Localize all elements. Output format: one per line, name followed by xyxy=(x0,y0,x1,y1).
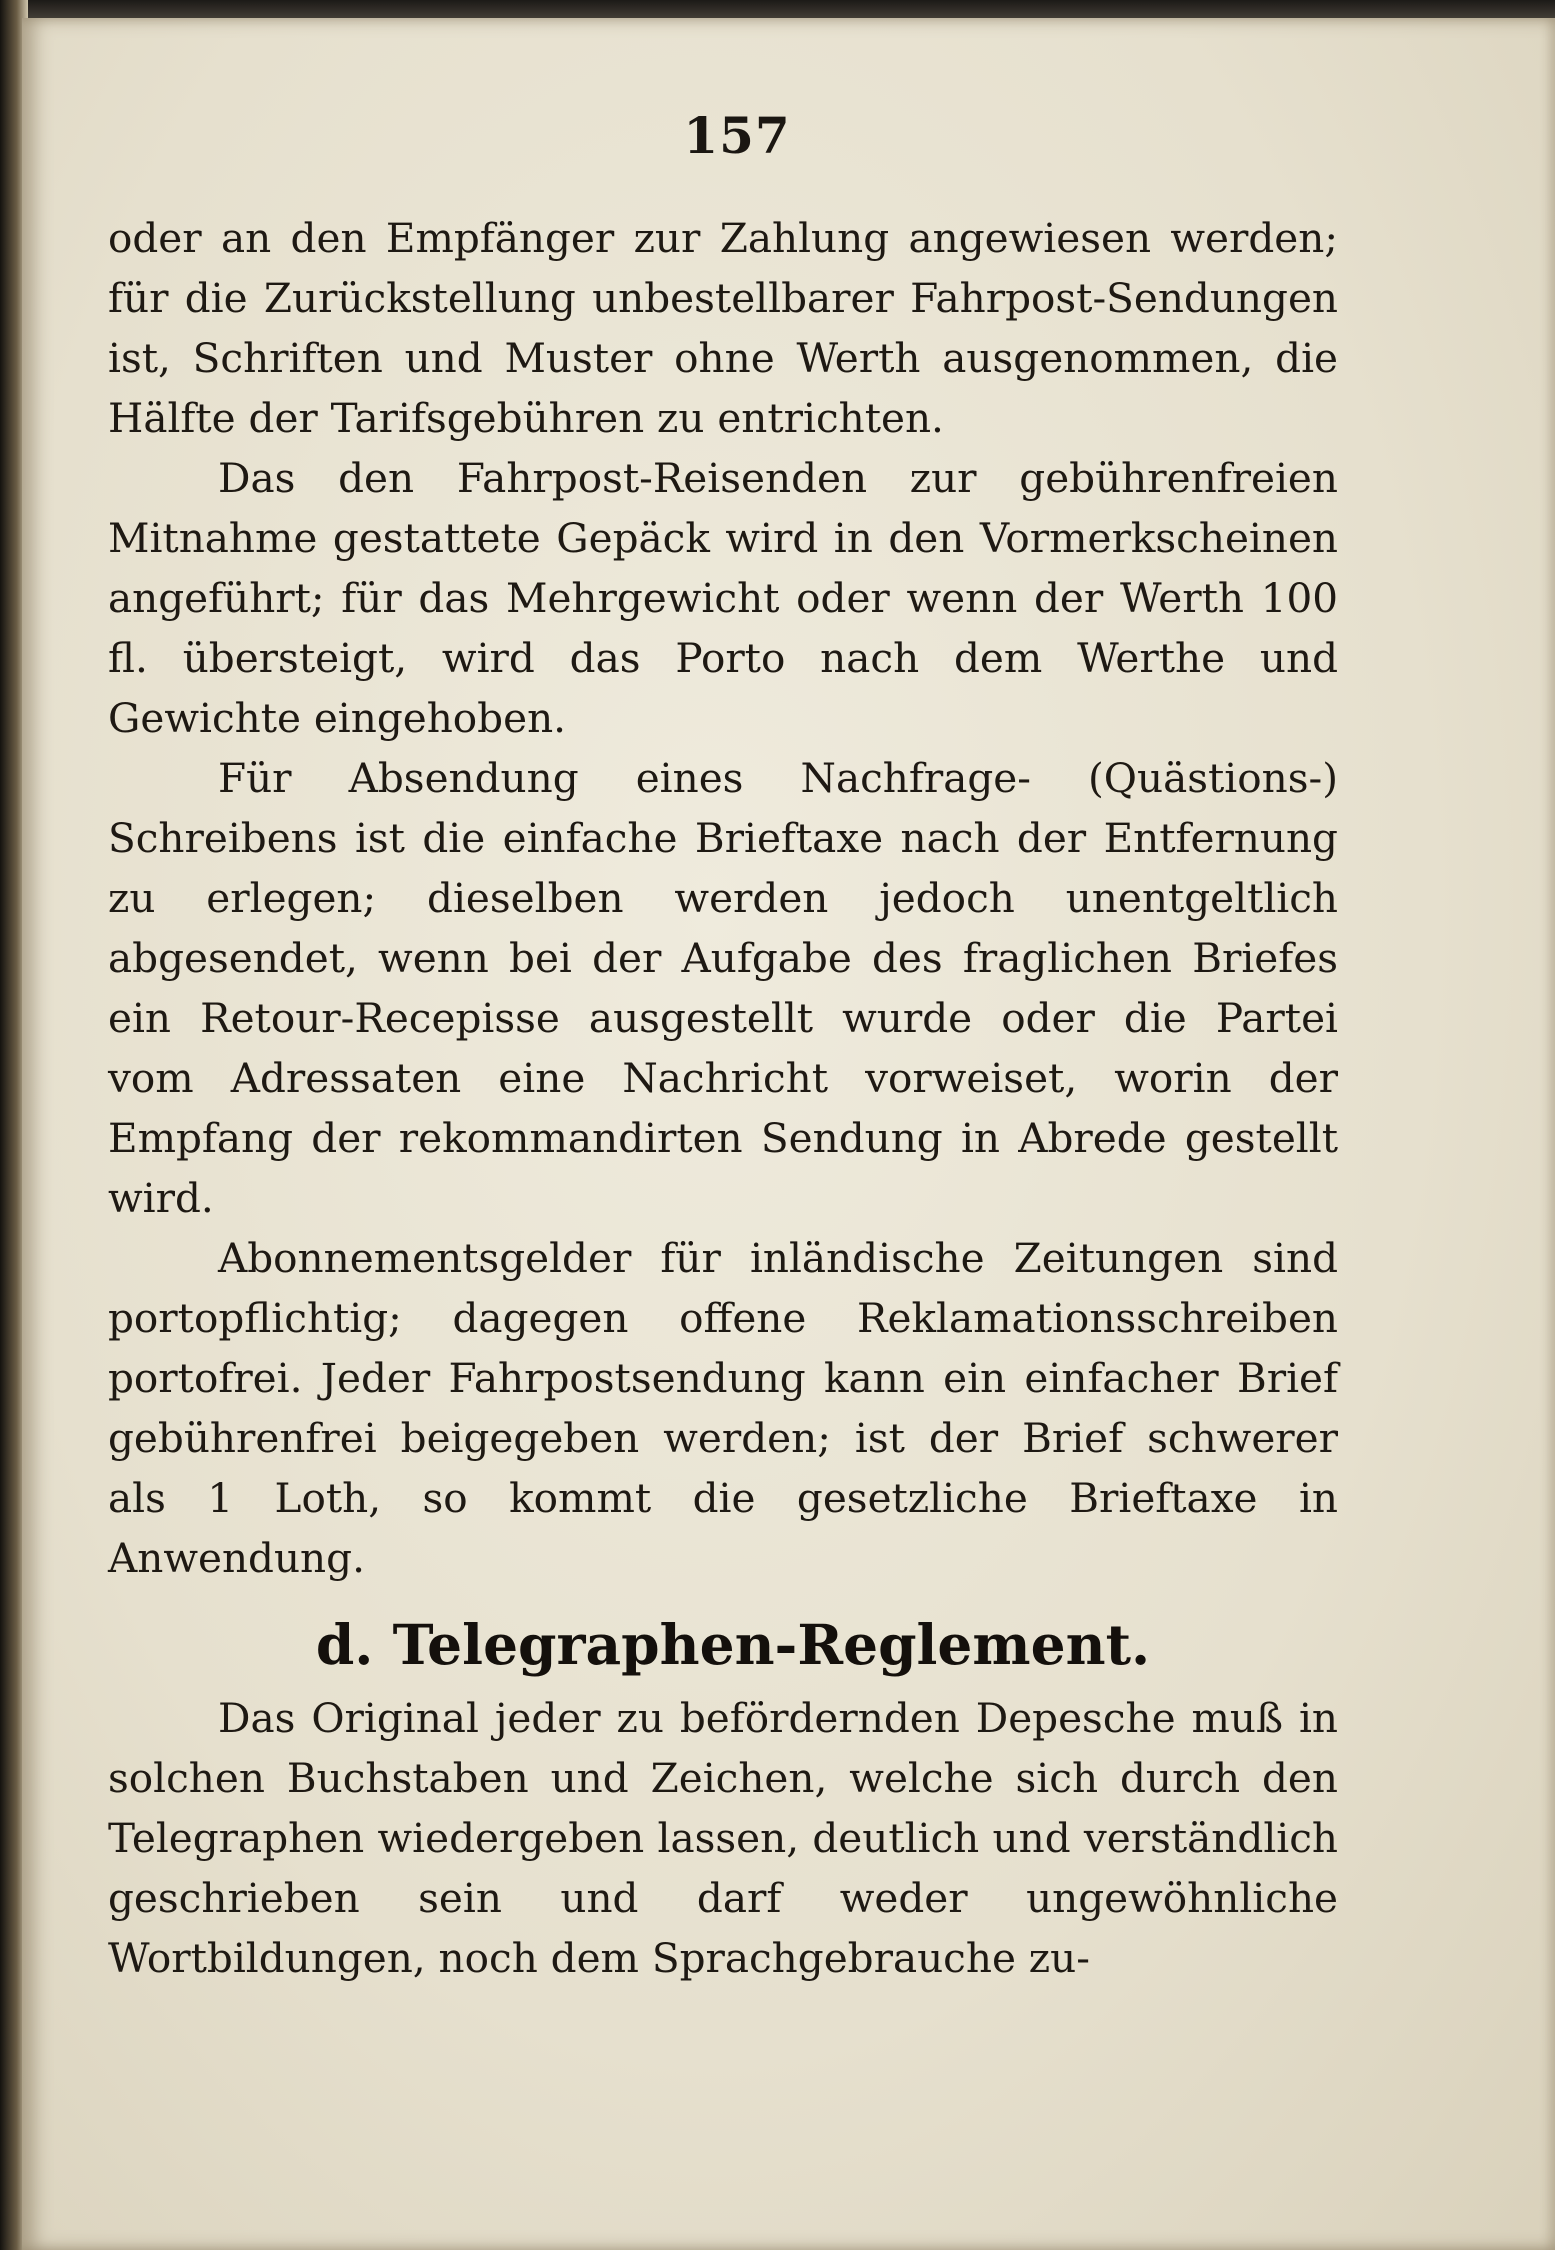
paragraph-inquiry: Für Absendung eines Nachfrage- (Quästions-) Schreibens ist die einfache Brieftaxe nach der Entfernung zu erlegen; dieselben werden jedoch unentgeltlich abgesendet, wenn bei der Aufgabe des fraglichen Briefes ein Retour-Recepisse ausgestellt wurde oder die Partei vom Adressaten eine Nachricht vorweiset, worin der Empfang der rekommandirten Sendung in Abrede gestellt wird. xyxy=(108,754,1338,1222)
paragraph-luggage: Das den Fahrpost-Reisenden zur gebührenfreien Mitnahme gestattete Gepäck wird in den Vormerkscheinen angeführt; für das Mehrgewicht oder wenn der Werth 100 fl. übersteigt, wird das Porto nach dem Werthe und Gewichte eingehoben. xyxy=(108,454,1338,742)
book-page xyxy=(22,18,1555,2250)
paragraph-continuation: oder an den Empfänger zur Zahlung angewiesen werden; für die Zurückstellung unbestellbarer Fahrpost-Sendungen ist, Schriften und Muster ohne Werth ausgenommen, die Hälfte der Tarifsgebühren zu entrichten. xyxy=(108,214,1338,442)
page-body xyxy=(108,208,1338,1988)
page-number: 157 xyxy=(683,106,791,165)
paragraph-telegraph: Das Original jeder zu befördernden Depesche muß in solchen Buchstaben und Zeichen, welche sich durch den Telegraphen wiedergeben lassen, deutlich und verständlich geschrieben sein und darf weder ungewöhnliche Wortbildungen, noch dem Sprachgebrauche zu- xyxy=(108,1694,1338,1982)
section-heading: d. Telegraphen-Reglement. xyxy=(315,1612,1151,1677)
paragraph-subscriptions: Abonnementsgelder für inländische Zeitungen sind portopflichtig; dagegen offene Reklamationsschreiben portofrei. Jeder Fahrpostsendung kann ein einfacher Brief gebührenfrei beigegeben werden; ist der Brief schwerer als 1 Loth, so kommt die gesetzliche Brieftaxe in Anwendung. xyxy=(108,1234,1338,1582)
